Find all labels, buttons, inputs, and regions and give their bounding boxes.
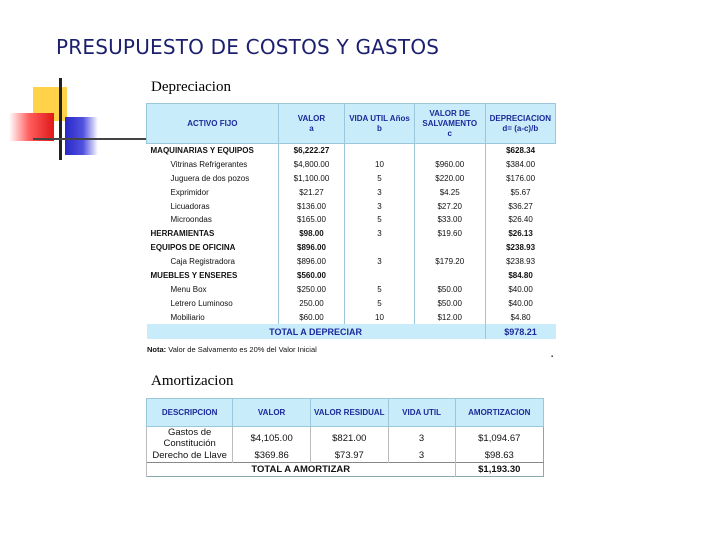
vida-cell [345, 241, 415, 255]
valor-cell: $1,100.00 [278, 171, 344, 185]
depreciacion-cell: $5.67 [485, 185, 555, 199]
header-valor-residual: VALOR RESIDUAL [310, 399, 388, 427]
table-row [147, 241, 556, 255]
residual-cell: $73.97 [310, 449, 388, 462]
decor-red-square [9, 113, 54, 141]
table-row [147, 310, 556, 324]
valor-cell: 250.00 [278, 296, 344, 310]
salvamento-cell: $12.00 [414, 310, 485, 324]
depreciacion-cell: $40.00 [485, 296, 555, 310]
depreciacion-cell: $384.00 [485, 157, 555, 171]
salvamento-cell [414, 144, 485, 158]
vida-cell: 5 [345, 171, 415, 185]
descripcion-cell: Gastos de Constitución [147, 427, 233, 450]
valor-cell: $4,800.00 [278, 157, 344, 171]
salvamento-cell: $33.00 [414, 213, 485, 227]
table-row [147, 269, 556, 283]
table-row [147, 255, 556, 269]
table-row [147, 185, 556, 199]
depreciacion-table [146, 103, 556, 339]
vida-cell: 3 [345, 227, 415, 241]
activo-cell: Microondas [170, 215, 212, 225]
depreciacion-note [147, 345, 317, 354]
vida-cell: 5 [345, 282, 415, 296]
vida-cell [345, 144, 415, 158]
vida-cell: 5 [345, 296, 415, 310]
activo-cell: Menu Box [170, 284, 207, 294]
salvamento-cell: $4.25 [414, 185, 485, 199]
depreciacion-cell: $628.34 [485, 144, 555, 158]
valor-cell: $136.00 [278, 199, 344, 213]
header-valor-salvamento: VALOR DE SALVAMENTO c [414, 104, 485, 144]
vida-cell: 3 [388, 427, 455, 450]
note-text: Valor de Salvamento es 20% del Valor Inicial [166, 345, 317, 354]
header-descripcion: DESCRIPCION [147, 399, 233, 427]
depreciacion-cell: $4.80 [485, 310, 555, 324]
vida-cell: 3 [388, 449, 455, 462]
depreciacion-cell: $40.00 [485, 282, 555, 296]
salvamento-cell: $50.00 [414, 296, 485, 310]
valor-cell: $98.00 [278, 227, 344, 241]
valor-cell: $250.00 [278, 282, 344, 296]
decor-horizontal-line [33, 138, 147, 140]
depreciacion-cell: $238.93 [485, 241, 555, 255]
valor-cell: $6,222.27 [278, 144, 344, 158]
activo-cell: Exprimidor [170, 187, 209, 197]
salvamento-cell [414, 269, 485, 283]
salvamento-cell: $50.00 [414, 282, 485, 296]
depreciacion-caption: Depreciacion [151, 79, 231, 95]
activo-cell: MUEBLES Y ENSERES [150, 270, 238, 280]
header-activo-fijo: ACTIVO FIJO [147, 104, 279, 144]
vida-cell: 3 [345, 255, 415, 269]
decor-blue-square [65, 117, 98, 155]
valor-cell: $4,105.00 [233, 427, 311, 450]
table-row [147, 199, 556, 213]
amortizacion-body [147, 427, 544, 477]
total-label: TOTAL A DEPRECIAR [147, 324, 486, 339]
vida-cell [345, 269, 415, 283]
table-row [147, 157, 556, 171]
table-row [147, 296, 556, 310]
valor-cell: $896.00 [278, 241, 344, 255]
table-row [147, 213, 556, 227]
total-label: TOTAL A AMORTIZAR [147, 462, 456, 476]
valor-cell: $165.00 [278, 213, 344, 227]
table-row [147, 427, 544, 450]
descripcion-cell: Derecho de Llave [147, 449, 233, 462]
table-row [147, 171, 556, 185]
salvamento-cell: $27.20 [414, 199, 485, 213]
vida-cell: 5 [345, 213, 415, 227]
salvamento-cell: $960.00 [414, 157, 485, 171]
depreciacion-cell: $238.93 [485, 255, 555, 269]
activo-cell: MAQUINARIAS Y EQUIPOS [150, 146, 254, 156]
cursor-mark: ▪ [551, 354, 554, 360]
activo-cell: Mobiliario [170, 312, 205, 322]
depreciacion-cell: $26.40 [485, 213, 555, 227]
activo-cell: Caja Registradora [170, 257, 235, 267]
activo-cell: EQUIPOS DE OFICINA [150, 243, 236, 253]
vida-cell: 10 [345, 310, 415, 324]
header-vida-util: VIDA UTIL Años b [345, 104, 415, 144]
salvamento-cell: $220.00 [414, 171, 485, 185]
amortizacion-table [146, 398, 544, 477]
total-value: $1,193.30 [455, 462, 543, 476]
residual-cell: $821.00 [310, 427, 388, 450]
total-row [147, 324, 556, 339]
header-vida-util: VIDA UTIL [388, 399, 455, 427]
header-amortizacion: AMORTIZACION [455, 399, 543, 427]
valor-cell: $369.86 [233, 449, 311, 462]
total-value: $978.21 [485, 324, 555, 339]
salvamento-cell [414, 241, 485, 255]
depreciacion-cell: $26.13 [485, 227, 555, 241]
table-row [147, 449, 544, 462]
amortizacion-cell: $1,094.67 [455, 427, 543, 450]
amortizacion-cell: $98.63 [455, 449, 543, 462]
valor-cell: $560.00 [278, 269, 344, 283]
decor-vertical-line [59, 78, 62, 160]
header-depreciacion: DEPRECIACION d= (a-c)/b [485, 104, 555, 144]
valor-cell: $896.00 [278, 255, 344, 269]
vida-cell: 3 [345, 185, 415, 199]
salvamento-cell: $179.20 [414, 255, 485, 269]
amortizacion-caption: Amortizacion [151, 373, 234, 389]
valor-cell: $21.27 [278, 185, 344, 199]
salvamento-cell: $19.60 [414, 227, 485, 241]
header-valor: VALOR [233, 399, 311, 427]
activo-cell: Juguera de dos pozos [170, 173, 250, 183]
table-row [147, 282, 556, 296]
page-title: PRESUPUESTO DE COSTOS Y GASTOS [56, 35, 440, 59]
vida-cell: 3 [345, 199, 415, 213]
depreciacion-cell: $84.80 [485, 269, 555, 283]
total-row [147, 462, 544, 476]
depreciacion-cell: $36.27 [485, 199, 555, 213]
table-row [147, 144, 556, 158]
depreciacion-body [147, 144, 556, 340]
activo-cell: Licuadoras [170, 201, 210, 211]
depreciacion-cell: $176.00 [485, 171, 555, 185]
table-row [147, 227, 556, 241]
activo-cell: HERRAMIENTAS [150, 229, 215, 239]
activo-cell: Letrero Luminoso [170, 298, 233, 308]
activo-cell: Vitrinas Refrigerantes [170, 159, 248, 169]
vida-cell: 10 [345, 157, 415, 171]
header-valor: VALOR a [278, 104, 344, 144]
note-label: Nota: [147, 345, 167, 354]
valor-cell: $60.00 [278, 310, 344, 324]
